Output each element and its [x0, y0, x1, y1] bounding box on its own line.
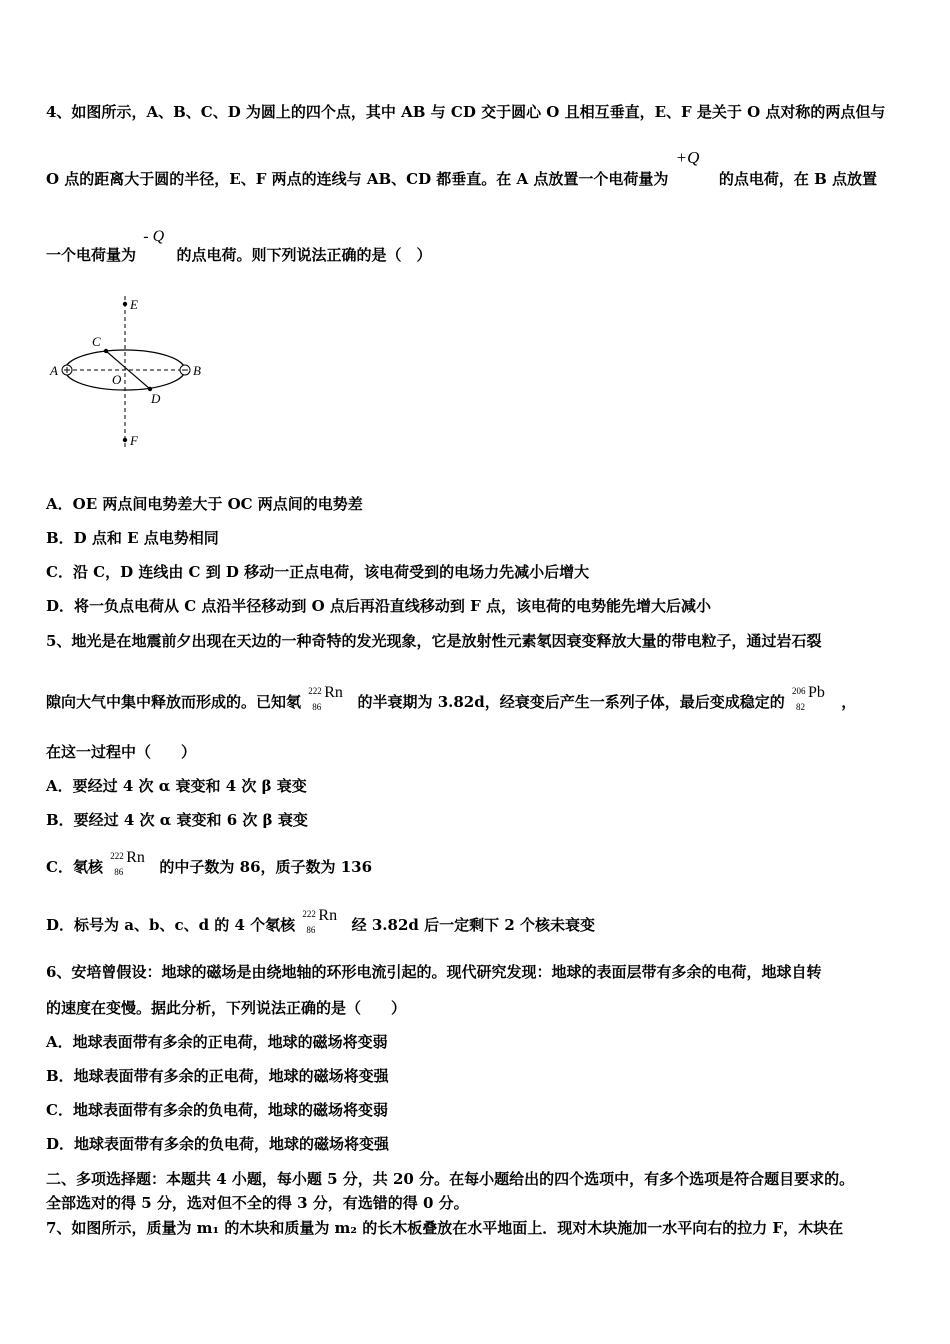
q5-option-d-text-b: 经 3.82d 后一定剩下 2 个核未衰变: [351, 916, 595, 934]
q6-option-b: B．地球表面带有多余的正电荷，地球的磁场将变强: [46, 1067, 389, 1085]
q5-line-3: 在这一过程中（ ）: [46, 743, 197, 761]
label-b: B: [193, 363, 201, 378]
label-a: A: [50, 363, 58, 378]
pb-atomic: 82: [795, 702, 805, 712]
rn-isotope-c: [108, 849, 154, 878]
q5-line-2: [46, 684, 857, 713]
rn-mass-d: 222: [302, 909, 316, 919]
section2-line-2: 全部选对的得 5 分，选对但不全的得 3 分，有选错的得 0 分。: [46, 1194, 469, 1212]
q5-option-c: [46, 849, 373, 878]
point-c-dot: [104, 349, 108, 353]
q4-charge-neg-wrap: [141, 228, 171, 260]
q4-option-d: D．将一负点电荷从 C 点沿半径移动到 O 点后再沿直线移动到 F 点，该电荷的电势能先增大后减小: [46, 597, 711, 615]
q4-option-b: B．D 点和 E 点电势相同: [46, 529, 219, 547]
rn-symbol-d: Rn: [318, 907, 338, 924]
q4-charge-pos-wrap: [674, 148, 714, 184]
q5-option-b: B．要经过 4 次 α 衰变和 6 次 β 衰变: [46, 811, 308, 829]
section2-line-1: 二、多项选择题：本题共 4 小题，每小题 5 分，共 20 分。在每小题给出的四个选项中，有多个选项是符合题目要求的。: [46, 1170, 855, 1188]
q4-option-c: C．沿 C，D 连线由 C 到 D 移动一正点电荷，该电荷受到的电场力先减小后增大: [46, 563, 590, 581]
rn-atomic: 86: [312, 702, 322, 712]
rn-isotope: [306, 684, 352, 713]
q5-line-2-text-c: ，: [841, 693, 857, 711]
pb-isotope: [790, 684, 836, 713]
q4-line-2-text-a: O 点的距离大于圆的半径，E、F 两点的连线与 AB、CD 都垂直。在 A 点放置一个电荷量为: [46, 170, 669, 188]
label-c: C: [92, 334, 101, 349]
q4-line-1: 4、如图所示，A、B、C、D 为圆上的四个点，其中 AB 与 CD 交于圆心 O 且相互垂直，E、F 是关于 O 点对称的两点但与: [46, 103, 886, 121]
q5-line-2-text-b: 的半衰期为 3.82d，经衰变后产生一系列子体，最后变成稳定的: [357, 693, 785, 711]
rn-atomic-c: 86: [114, 867, 124, 877]
q4-line-3: [46, 228, 432, 265]
q7-line-1: 7、如图所示，质量为 m₁ 的木块和质量为 m₂ 的长木板叠放在水平地面上．现对木块施加一水平向右的拉力 F，木块在: [46, 1219, 844, 1237]
label-o: O: [112, 372, 122, 387]
q4-figure: [46, 290, 216, 455]
rn-mass: 222: [308, 686, 322, 696]
label-f: F: [130, 433, 138, 448]
q6-option-c: C．地球表面带有多余的负电荷，地球的磁场将变弱: [46, 1101, 388, 1119]
q6-option-d: D．地球表面带有多余的负电荷，地球的磁场将变强: [46, 1135, 390, 1153]
q6-line-1: 6、安培曾假设：地球的磁场是由绕地轴的环形电流引起的。现代研究发现：地球的表面层带有多余的电荷，地球自转: [46, 963, 822, 981]
rn-atomic-d: 86: [306, 925, 316, 935]
q6-option-a: A．地球表面带有多余的正电荷，地球的磁场将变弱: [46, 1033, 388, 1051]
label-d: D: [151, 391, 161, 406]
q4-line-3-text-a: 一个电荷量为: [46, 246, 137, 264]
q6-line-2: 的速度在变慢。据此分析，下列说法正确的是（ ）: [46, 999, 407, 1017]
q5-line-1: 5、地光是在地震前夕出现在天边的一种奇特的发光现象，它是放射性元素氡因衰变释放大量的带电粒子，通过岩石裂: [46, 632, 822, 650]
label-e: E: [130, 297, 138, 312]
q5-option-d: [46, 907, 595, 936]
q5-line-2-text-a: 隙向大气中集中释放而形成的。已知氡: [46, 693, 302, 711]
pb-mass: 206: [791, 686, 806, 696]
rn-mass-c: 222: [110, 851, 124, 861]
q4-charge-neg: - Q: [143, 228, 165, 245]
rn-symbol: Rn: [324, 684, 343, 701]
q5-option-c-text-b: 的中子数为 86，质子数为 136: [159, 858, 373, 876]
q4-line-3-text-b: 的点电荷。则下列说法正确的是（ ）: [176, 246, 432, 264]
q4-line-2-text-b: 的点电荷，在 B 点放置: [718, 170, 877, 188]
point-e-dot: [123, 302, 127, 306]
pb-symbol: Pb: [807, 684, 825, 701]
rn-symbol-c: Rn: [126, 849, 145, 866]
q5-option-d-text-a: D．标号为 a、b、c、d 的 4 个氡核: [46, 916, 296, 934]
q5-option-a: A．要经过 4 次 α 衰变和 4 次 β 衰变: [46, 777, 307, 795]
q4-option-a: A．OE 两点间电势差大于 OC 两点间的电势差: [46, 495, 363, 513]
q4-line-2: [46, 148, 877, 189]
point-f-dot: [123, 438, 127, 442]
q5-option-c-text-a: C．氡核: [46, 858, 103, 876]
q4-charge-pos: +Q: [675, 148, 700, 167]
rn-isotope-d: [300, 907, 346, 936]
